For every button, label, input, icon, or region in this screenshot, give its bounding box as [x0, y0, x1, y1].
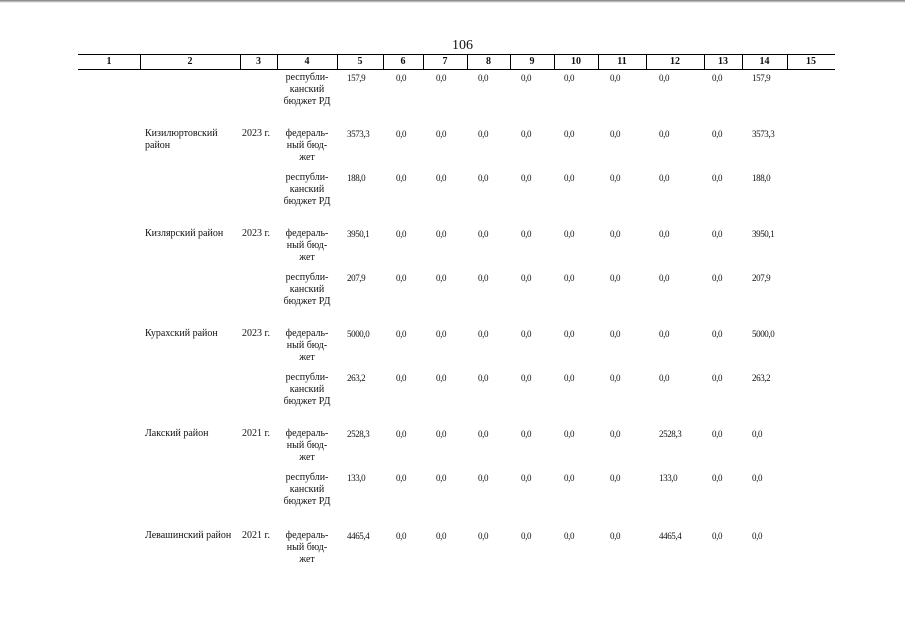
- value-cell: 0,0: [659, 229, 670, 239]
- value-cell: 157,9: [347, 73, 366, 83]
- value-cell: 0,0: [564, 129, 575, 139]
- value-cell: 0,0: [521, 229, 532, 239]
- value-cell: 0,0: [564, 273, 575, 283]
- value-cell: 0,0: [521, 73, 532, 83]
- column-header: 5: [357, 56, 363, 67]
- value-cell: 0,0: [478, 229, 489, 239]
- value-cell: 0,0: [712, 173, 723, 183]
- value-cell: 0,0: [436, 429, 447, 439]
- value-cell: 0,0: [564, 329, 575, 339]
- value-cell: 0,0: [752, 429, 763, 439]
- value-cell: 0,0: [564, 373, 575, 383]
- year-cell: 2023 г.: [242, 128, 270, 139]
- value-cell: 0,0: [712, 273, 723, 283]
- value-cell: 0,0: [436, 73, 447, 83]
- value-cell: 0,0: [521, 173, 532, 183]
- value-cell: 0,0: [610, 73, 621, 83]
- value-cell: 133,0: [659, 473, 678, 483]
- value-cell: 0,0: [610, 429, 621, 439]
- value-cell: 0,0: [564, 229, 575, 239]
- value-cell: 0,0: [396, 273, 407, 283]
- value-cell: 0,0: [436, 173, 447, 183]
- value-cell: 0,0: [478, 73, 489, 83]
- value-cell: 0,0: [436, 373, 447, 383]
- value-cell: 0,0: [396, 173, 407, 183]
- value-cell: 0,0: [396, 229, 407, 239]
- value-cell: 0,0: [659, 373, 670, 383]
- value-cell: 0,0: [396, 473, 407, 483]
- value-cell: 0,0: [521, 373, 532, 383]
- value-cell: 0,0: [436, 329, 447, 339]
- budget-source: федераль-ный бюд-жет: [285, 530, 329, 565]
- value-cell: 0,0: [712, 129, 723, 139]
- value-cell: 3950,1: [347, 229, 370, 239]
- value-cell: 0,0: [712, 329, 723, 339]
- value-cell: 4465,4: [347, 531, 370, 541]
- budget-source: республи-канский бюджет РД: [283, 72, 331, 107]
- value-cell: 188,0: [347, 173, 366, 183]
- value-cell: 5000,0: [347, 329, 370, 339]
- column-header: 3: [256, 56, 261, 67]
- value-cell: 0,0: [478, 429, 489, 439]
- value-cell: 3573,3: [752, 129, 775, 139]
- value-cell: 0,0: [436, 273, 447, 283]
- district-name: Левашинский район: [145, 530, 232, 541]
- value-cell: 263,2: [752, 373, 771, 383]
- value-cell: 0,0: [521, 129, 532, 139]
- value-cell: 0,0: [712, 531, 723, 541]
- budget-source: федераль-ный бюд-жет: [285, 228, 329, 263]
- value-cell: 0,0: [521, 473, 532, 483]
- column-header: 13: [718, 56, 728, 67]
- value-cell: 0,0: [610, 473, 621, 483]
- value-cell: 0,0: [478, 531, 489, 541]
- value-cell: 0,0: [564, 429, 575, 439]
- value-cell: 0,0: [712, 229, 723, 239]
- value-cell: 0,0: [659, 129, 670, 139]
- value-cell: 0,0: [610, 273, 621, 283]
- table-header: [78, 54, 835, 70]
- value-cell: 0,0: [436, 531, 447, 541]
- scan-edge: [0, 0, 905, 3]
- budget-source: федераль-ный бюд-жет: [285, 428, 329, 463]
- value-cell: 0,0: [478, 473, 489, 483]
- year-cell: 2021 г.: [242, 530, 270, 541]
- value-cell: 157,9: [752, 73, 771, 83]
- value-cell: 0,0: [564, 473, 575, 483]
- value-cell: 0,0: [521, 273, 532, 283]
- district-name: Кизлярский район: [145, 228, 224, 239]
- value-cell: 0,0: [610, 173, 621, 183]
- value-cell: 0,0: [610, 373, 621, 383]
- column-header: 7: [442, 56, 448, 67]
- year-cell: 2023 г.: [242, 328, 270, 339]
- value-cell: 0,0: [436, 129, 447, 139]
- value-cell: 0,0: [610, 329, 621, 339]
- value-cell: 0,0: [396, 129, 407, 139]
- page-number: 106: [452, 38, 473, 53]
- value-cell: 207,9: [752, 273, 771, 283]
- column-header: 15: [806, 56, 816, 67]
- value-cell: 0,0: [396, 73, 407, 83]
- value-cell: 0,0: [712, 373, 723, 383]
- year-cell: 2023 г.: [242, 228, 270, 239]
- value-cell: 5000,0: [752, 329, 775, 339]
- column-header: 14: [759, 56, 770, 67]
- value-cell: 0,0: [521, 329, 532, 339]
- value-cell: 133,0: [347, 473, 366, 483]
- value-cell: 0,0: [659, 73, 670, 83]
- district-name: Кизилюртовский район: [145, 128, 218, 151]
- column-header: 1: [106, 56, 112, 67]
- value-cell: 3950,1: [752, 229, 775, 239]
- value-cell: 0,0: [712, 73, 723, 83]
- column-header: 10: [571, 56, 581, 67]
- value-cell: 0,0: [712, 429, 723, 439]
- value-cell: 0,0: [659, 173, 670, 183]
- value-cell: 188,0: [752, 173, 771, 183]
- column-header: 4: [304, 56, 310, 67]
- budget-source: республи-канский бюджет РД: [283, 372, 331, 407]
- value-cell: 0,0: [396, 531, 407, 541]
- value-cell: 0,0: [436, 473, 447, 483]
- value-cell: 0,0: [564, 531, 575, 541]
- value-cell: 0,0: [396, 329, 407, 339]
- budget-source: федераль-ный бюд-жет: [285, 328, 329, 363]
- value-cell: 0,0: [521, 531, 532, 541]
- value-cell: 0,0: [521, 429, 532, 439]
- budget-source: республи-канский бюджет РД: [283, 472, 331, 507]
- column-header: 11: [617, 56, 627, 67]
- value-cell: 0,0: [478, 173, 489, 183]
- column-header: 2: [187, 56, 193, 67]
- value-cell: 0,0: [478, 329, 489, 339]
- value-cell: 0,0: [752, 531, 763, 541]
- value-cell: 0,0: [659, 329, 670, 339]
- value-cell: 207,9: [347, 273, 366, 283]
- value-cell: 263,2: [347, 373, 366, 383]
- budget-source: республи-канский бюджет РД: [283, 172, 331, 207]
- value-cell: 3573,3: [347, 129, 370, 139]
- value-cell: 0,0: [752, 473, 763, 483]
- budget-source: республи-канский бюджет РД: [283, 272, 331, 307]
- column-header: 9: [529, 56, 535, 67]
- year-cell: 2021 г.: [242, 428, 270, 439]
- column-header: 8: [486, 56, 491, 67]
- value-cell: 0,0: [610, 129, 621, 139]
- value-cell: 0,0: [659, 273, 670, 283]
- value-cell: 0,0: [396, 373, 407, 383]
- budget-source: федераль-ный бюд-жет: [285, 128, 329, 163]
- value-cell: 0,0: [610, 531, 621, 541]
- value-cell: 4465,4: [659, 531, 682, 541]
- value-cell: 0,0: [478, 129, 489, 139]
- value-cell: 0,0: [610, 229, 621, 239]
- district-name: Лакский район: [145, 428, 209, 439]
- value-cell: 2528,3: [347, 429, 370, 439]
- value-cell: 0,0: [478, 273, 489, 283]
- value-cell: 0,0: [396, 429, 407, 439]
- column-header: 12: [670, 56, 680, 67]
- value-cell: 2528,3: [659, 429, 682, 439]
- value-cell: 0,0: [436, 229, 447, 239]
- district-name: Курахский район: [145, 328, 218, 339]
- value-cell: 0,0: [564, 73, 575, 83]
- column-header: 6: [400, 56, 406, 67]
- value-cell: 0,0: [478, 373, 489, 383]
- value-cell: 0,0: [712, 473, 723, 483]
- value-cell: 0,0: [564, 173, 575, 183]
